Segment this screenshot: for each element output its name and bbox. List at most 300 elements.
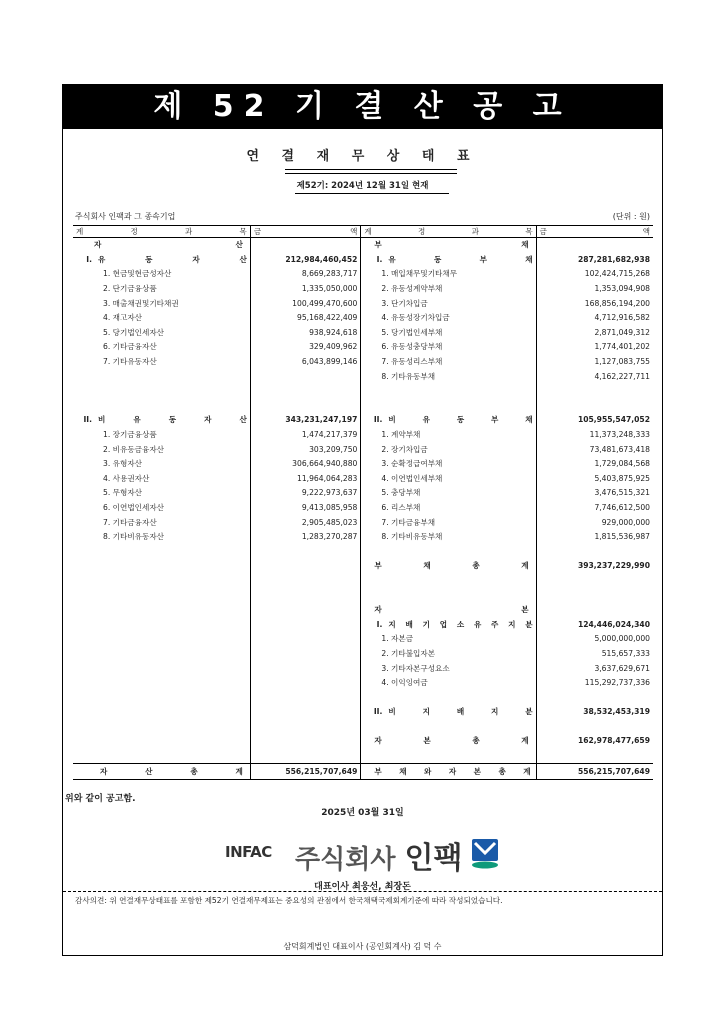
amount-cell-l [250, 647, 361, 662]
amount-cell-l [250, 617, 361, 632]
label-char: 유 [98, 254, 106, 264]
amount-cell-l [250, 690, 361, 705]
table-row [73, 326, 653, 341]
amount-cell-r: 393,237,229,990 [536, 559, 653, 574]
label-char: 유 [388, 254, 396, 264]
account-cell-l: 7. 기타유동자산 [103, 357, 157, 367]
total-assets-amount: 556,215,707,649 [250, 764, 361, 780]
period-underline [295, 193, 449, 194]
table-row [73, 705, 653, 720]
amount-cell-r: 115,292,737,336 [536, 676, 653, 691]
company-label: 주식회사 인팩과 그 종속기업 [75, 212, 176, 221]
statement-title: 연 결 재 무 상 태 표 [246, 149, 479, 164]
account-cell-r [361, 720, 536, 735]
account-cell-r: 7. 유동성리스부채 [381, 357, 443, 367]
amount-cell-l [250, 676, 361, 691]
closing-note: 위와 같이 공고함. [65, 794, 136, 804]
header-word: 금 [539, 227, 547, 236]
table-row [73, 238, 653, 253]
label-char: 본 [423, 736, 431, 746]
label-char: 산 [239, 415, 247, 425]
notice-date: 2025년 03월 31일 [321, 808, 404, 818]
label-char: 업 [439, 619, 448, 629]
amount-cell-r [536, 238, 653, 253]
table-row [73, 588, 653, 603]
table-row [73, 749, 653, 764]
spaced-label [364, 765, 532, 779]
label-char: 부 [374, 240, 382, 250]
account-cell-l [73, 559, 250, 574]
account-cell-r: 1. 매입채무및기타채무 [381, 269, 458, 279]
section-heading [364, 238, 532, 252]
dashed-divider [63, 891, 662, 892]
amount-cell-r: 287,281,682,938 [536, 253, 653, 268]
roman-numeral: II. [373, 707, 383, 717]
header-account-right-words [364, 226, 532, 237]
header-amount-right [536, 226, 653, 238]
major-heading [364, 618, 532, 632]
table-row [73, 647, 653, 662]
amount-cell-r [536, 749, 653, 764]
label-char: 계 [521, 736, 529, 746]
amount-cell-l [250, 749, 361, 764]
label-char: 유 [422, 415, 430, 425]
table-row [73, 355, 653, 370]
account-cell-r: 4. 이연법인세부채 [381, 473, 443, 483]
notice-frame [62, 84, 663, 956]
label-char: 부 [374, 561, 382, 571]
table-row [73, 690, 653, 705]
table-row [73, 311, 653, 326]
account-cell-r [361, 690, 536, 705]
roman-numeral: I. [376, 619, 383, 629]
amount-cell-r: 4,712,916,582 [536, 311, 653, 326]
account-cell-l: 6. 기타금융자산 [103, 342, 157, 352]
label-char: 계 [521, 561, 529, 571]
title-underline-top [285, 169, 457, 170]
account-cell-l [73, 544, 250, 559]
amount-cell-r: 73,481,673,418 [536, 442, 653, 457]
label-char: 지 [508, 619, 516, 629]
amount-cell-r: 1,127,083,755 [536, 355, 653, 370]
major-heading [364, 705, 532, 719]
amount-cell-r: 1,815,536,987 [536, 530, 653, 545]
label-char: 계 [523, 766, 531, 776]
amount-cell-l: 95,168,422,409 [250, 311, 361, 326]
amount-cell-l [250, 399, 361, 414]
account-cell-l [73, 399, 250, 414]
table-row [73, 340, 653, 355]
account-cell-r: 2. 장기차입금 [381, 444, 428, 454]
account-cell-r [361, 749, 536, 764]
amount-cell-r: 102,424,715,268 [536, 267, 653, 282]
account-cell-l: 4. 재고자산 [103, 313, 143, 323]
header-account-left [73, 226, 250, 238]
section-heading [364, 603, 532, 617]
table-row [73, 282, 653, 297]
account-cell-l [73, 661, 250, 676]
roman-numeral: I. [376, 254, 383, 264]
label-char: 총 [472, 736, 480, 746]
account-cell-r: 2. 유동성계약부채 [381, 284, 443, 294]
amount-cell-r [536, 384, 653, 399]
amount-cell-r: 1,729,084,568 [536, 457, 653, 472]
account-cell-r: 6. 유동성충당부채 [381, 342, 443, 352]
table-row [73, 720, 653, 735]
account-cell-r: 3. 단기차입금 [381, 298, 428, 308]
label-char: 동 [168, 415, 177, 425]
header-word: 액 [350, 227, 358, 236]
amount-cell-l [250, 238, 361, 253]
amount-cell-r [536, 574, 653, 589]
table-row [73, 399, 653, 414]
label-char: 채 [525, 415, 533, 425]
amount-cell-r: 3,637,629,671 [536, 661, 653, 676]
table-row [73, 559, 653, 574]
amount-cell-r: 38,532,453,319 [536, 705, 653, 720]
account-cell-l [73, 603, 250, 618]
amount-cell-l: 1,335,050,000 [250, 282, 361, 297]
account-cell-l: 3. 매출채권및기타채권 [103, 298, 179, 308]
amount-cell-l: 8,669,283,717 [250, 267, 361, 282]
account-cell-r [361, 253, 536, 268]
account-cell-r: 4. 유동성장기차입금 [381, 313, 450, 323]
table-row [73, 369, 653, 384]
label-char: 산 [239, 254, 247, 264]
account-cell-r [361, 734, 536, 749]
label-char: 비 [388, 415, 396, 425]
account-cell-r: 3. 순확정급여부채 [381, 459, 443, 469]
label-char: 채 [423, 561, 431, 571]
label-char: 부 [479, 254, 487, 264]
label-char: 비 [98, 415, 106, 425]
table-row [73, 384, 653, 399]
spaced-label [374, 734, 528, 748]
account-cell-r [361, 588, 536, 603]
table-row [73, 676, 653, 691]
amount-cell-r [536, 690, 653, 705]
account-cell-r: 8. 기타유동부채 [381, 371, 436, 381]
amount-cell-l: 2,905,485,023 [250, 515, 361, 530]
account-cell-l: 5. 당기법인세자산 [103, 327, 165, 337]
amount-cell-l [250, 603, 361, 618]
account-cell-l [73, 676, 250, 691]
label-char: 본 [521, 605, 529, 615]
account-cell-r [361, 238, 536, 253]
account-cell-r [361, 399, 536, 414]
amount-cell-r: 4,162,227,711 [536, 369, 653, 384]
label-char: 자 [100, 766, 108, 776]
audit-opinion: 감사의견: 위 연결재무상태표를 포함한 제52기 연결재무제표는 중요성의 관점에서 한국채택국제회계기준에 따라 작성되었습니다. [75, 896, 503, 905]
account-cell-l [73, 690, 250, 705]
amount-cell-r: 105,955,547,052 [536, 413, 653, 428]
amount-cell-l [250, 544, 361, 559]
account-cell-r: 1. 자본금 [381, 634, 414, 644]
total-assets-label [73, 764, 250, 780]
label-char: 자 [204, 415, 212, 425]
label-char: 배 [456, 707, 465, 717]
amount-cell-r: 5,403,875,925 [536, 472, 653, 487]
company-name-prefix: 주식회사 [295, 845, 396, 875]
label-char: 계 [235, 766, 243, 776]
header-amount-right-words [540, 226, 650, 237]
account-cell-r: 6. 리스부채 [381, 502, 421, 512]
account-cell-l [73, 574, 250, 589]
account-cell-l: 7. 기타금융자산 [103, 517, 157, 527]
table-row [73, 442, 653, 457]
table-row [73, 632, 653, 647]
header-word: 목 [525, 227, 533, 236]
company-name-main: 인팩 [404, 841, 463, 876]
table-row [73, 515, 653, 530]
label-char: 배 [405, 619, 413, 629]
amount-cell-l: 303,209,750 [250, 442, 361, 457]
account-cell-l: 8. 기타비유동자산 [103, 532, 165, 542]
table-row [73, 428, 653, 443]
amount-cell-r: 929,000,000 [536, 515, 653, 530]
spaced-label [76, 765, 247, 779]
account-cell-r [361, 559, 536, 574]
amount-cell-r: 124,446,024,340 [536, 617, 653, 632]
header-word: 액 [642, 227, 650, 236]
amount-cell-r: 7,746,612,500 [536, 501, 653, 516]
amount-cell-l [250, 734, 361, 749]
amount-cell-r: 1,353,094,908 [536, 282, 653, 297]
amount-cell-l: 6,043,899,146 [250, 355, 361, 370]
label-char: 동 [145, 254, 153, 264]
account-cell-l [73, 413, 250, 428]
major-heading [364, 253, 532, 267]
table-row [73, 530, 653, 545]
balance-sheet-table [73, 225, 653, 780]
spaced-label [374, 238, 528, 252]
label-char: 주 [491, 619, 499, 629]
amount-cell-l: 938,924,618 [250, 326, 361, 341]
grand-total-row [73, 764, 653, 780]
label-char: 자 [448, 766, 457, 776]
label-char: 총 [472, 561, 480, 571]
table-row [73, 267, 653, 282]
header-word: 과 [185, 227, 193, 236]
amount-cell-l: 9,222,973,637 [250, 486, 361, 501]
account-cell-r: 4. 이익잉여금 [381, 678, 428, 688]
amount-cell-r: 5,000,000,000 [536, 632, 653, 647]
account-cell-l: 4. 사용권자산 [103, 473, 150, 483]
amount-cell-r [536, 720, 653, 735]
account-cell-r: 7. 기타금융부채 [381, 517, 436, 527]
account-cell-l: 2. 비유동금융자산 [103, 444, 165, 454]
header-word: 정 [418, 227, 426, 236]
table-row [73, 603, 653, 618]
account-cell-l [73, 720, 250, 735]
spaced-label [98, 253, 247, 267]
amount-cell-r: 3,476,515,321 [536, 486, 653, 501]
spaced-label [98, 413, 247, 427]
account-cell-l [73, 238, 250, 253]
major-heading [76, 413, 247, 427]
amount-cell-r: 2,871,049,312 [536, 326, 653, 341]
table-row [73, 734, 653, 749]
label-char: 산 [145, 766, 153, 776]
account-cell-r [361, 705, 536, 720]
label-char: 분 [525, 619, 533, 629]
account-cell-l [73, 749, 250, 764]
account-cell-r [361, 544, 536, 559]
label-char: 지 [491, 707, 499, 717]
table-row [73, 486, 653, 501]
spaced-label [388, 705, 532, 719]
header-word: 계 [76, 227, 84, 236]
label-char: 자 [192, 254, 200, 264]
header-word: 금 [253, 227, 262, 236]
account-cell-r: 5. 당기법인세부채 [381, 327, 443, 337]
account-cell-r [361, 617, 536, 632]
ceo-line: 대표이사 최웅선, 최장돈 [314, 882, 411, 892]
account-cell-l: 6. 이연법인세자산 [103, 502, 165, 512]
table-row [73, 617, 653, 632]
amount-cell-r: 11,373,248,333 [536, 428, 653, 443]
table-row [73, 253, 653, 268]
label-char: 부 [374, 766, 382, 776]
label-char: 지 [422, 707, 430, 717]
major-heading [364, 413, 532, 427]
label-char: 소 [456, 619, 465, 629]
label-char: 채 [521, 240, 529, 250]
roman-numeral: II. [83, 415, 92, 425]
header-word: 목 [239, 227, 247, 236]
amount-cell-l: 343,231,247,197 [250, 413, 361, 428]
total-label [364, 559, 532, 573]
unit-label: (단위 : 원) [612, 212, 650, 221]
account-cell-l [73, 588, 250, 603]
amount-cell-r: 168,856,194,200 [536, 296, 653, 311]
spaced-label [388, 618, 532, 632]
account-cell-r [361, 574, 536, 589]
total-liab-equity-label [361, 764, 536, 780]
title-underline-bottom [285, 173, 457, 174]
amount-cell-l [250, 588, 361, 603]
label-char: 비 [388, 707, 396, 717]
amount-cell-l [250, 661, 361, 676]
spaced-label [374, 603, 528, 617]
amount-cell-r [536, 544, 653, 559]
label-char: 채 [525, 254, 533, 264]
amount-cell-l: 212,984,460,452 [250, 253, 361, 268]
spaced-label [374, 559, 528, 573]
header-account-left-words [76, 226, 247, 237]
major-heading [76, 253, 247, 267]
spaced-label [388, 253, 532, 267]
table-row [73, 457, 653, 472]
account-cell-r [361, 603, 536, 618]
amount-cell-r: 515,657,333 [536, 647, 653, 662]
auditor-signature: 삼덕회계법인 대표이사 (공인회계사) 김 덕 수 [283, 942, 442, 951]
header-amount-left-words [254, 226, 358, 237]
label-char: 자 [94, 240, 102, 250]
amount-cell-l: 100,499,470,600 [250, 296, 361, 311]
account-cell-r [361, 413, 536, 428]
amount-cell-l [250, 559, 361, 574]
account-cell-l: 5. 무형자산 [103, 488, 143, 498]
label-char: 유 [473, 619, 482, 629]
amount-cell-r [536, 399, 653, 414]
total-liab-equity-amount: 556,215,707,649 [536, 764, 653, 780]
amount-cell-l: 1,474,217,379 [250, 428, 361, 443]
table-row [73, 574, 653, 589]
amount-cell-l [250, 384, 361, 399]
spaced-label [94, 238, 243, 252]
label-char: 분 [525, 707, 533, 717]
account-cell-l [73, 369, 250, 384]
amount-cell-l: 9,413,085,958 [250, 501, 361, 516]
account-cell-l [73, 384, 250, 399]
account-cell-l [73, 734, 250, 749]
period-label: 제52기: 2024년 12월 31일 현재 [296, 181, 429, 191]
label-char: 와 [424, 766, 432, 776]
table-row [73, 472, 653, 487]
account-cell-l: 1. 현금및현금성자산 [103, 269, 172, 279]
label-char: 유 [133, 415, 141, 425]
amount-cell-r [536, 603, 653, 618]
header-word: 정 [130, 227, 138, 236]
amount-cell-l [250, 720, 361, 735]
label-char: 자 [374, 605, 382, 615]
emblem-base [472, 862, 498, 869]
header-word: 계 [364, 227, 372, 236]
table-row [73, 544, 653, 559]
account-cell-l [73, 705, 250, 720]
label-char: 채 [399, 766, 407, 776]
table-row [73, 413, 653, 428]
amount-cell-r: 1,774,401,202 [536, 340, 653, 355]
label-char: 총 [190, 766, 198, 776]
amount-cell-l [250, 574, 361, 589]
notice-title: 제 52 기 결 산 공 고 [63, 85, 662, 129]
account-cell-l: 1. 장기금융상품 [103, 430, 157, 440]
table-row [73, 501, 653, 516]
label-char: 지 [388, 619, 396, 629]
table-header-row [73, 226, 653, 238]
amount-cell-l [250, 705, 361, 720]
label-char: 부 [491, 415, 499, 425]
header-account-right [361, 226, 536, 238]
header-amount-left [250, 226, 361, 238]
section-heading [76, 238, 247, 252]
roman-numeral: II. [373, 415, 383, 425]
amount-cell-l [250, 632, 361, 647]
amount-cell-l: 306,664,940,880 [250, 457, 361, 472]
account-cell-l: 2. 단기금융상품 [103, 284, 157, 294]
label-char: 기 [422, 619, 430, 629]
infac-logo-text: INFAC [225, 843, 272, 861]
amount-cell-l: 11,964,064,283 [250, 472, 361, 487]
account-cell-r: 2. 기타불입자본 [381, 648, 436, 658]
table-row [73, 661, 653, 676]
label-char: 본 [473, 766, 481, 776]
amount-cell-l: 1,283,270,287 [250, 530, 361, 545]
amount-cell-r [536, 588, 653, 603]
company-name-logo [295, 833, 463, 877]
amount-cell-l: 329,409,962 [250, 340, 361, 355]
roman-numeral: I. [86, 254, 92, 264]
account-cell-r: 3. 기타자본구성요소 [381, 663, 450, 673]
account-cell-l [73, 647, 250, 662]
amount-cell-r: 162,978,477,659 [536, 734, 653, 749]
label-char: 자 [374, 736, 382, 746]
total-label [364, 734, 532, 748]
account-cell-l [73, 632, 250, 647]
table-row [73, 296, 653, 311]
